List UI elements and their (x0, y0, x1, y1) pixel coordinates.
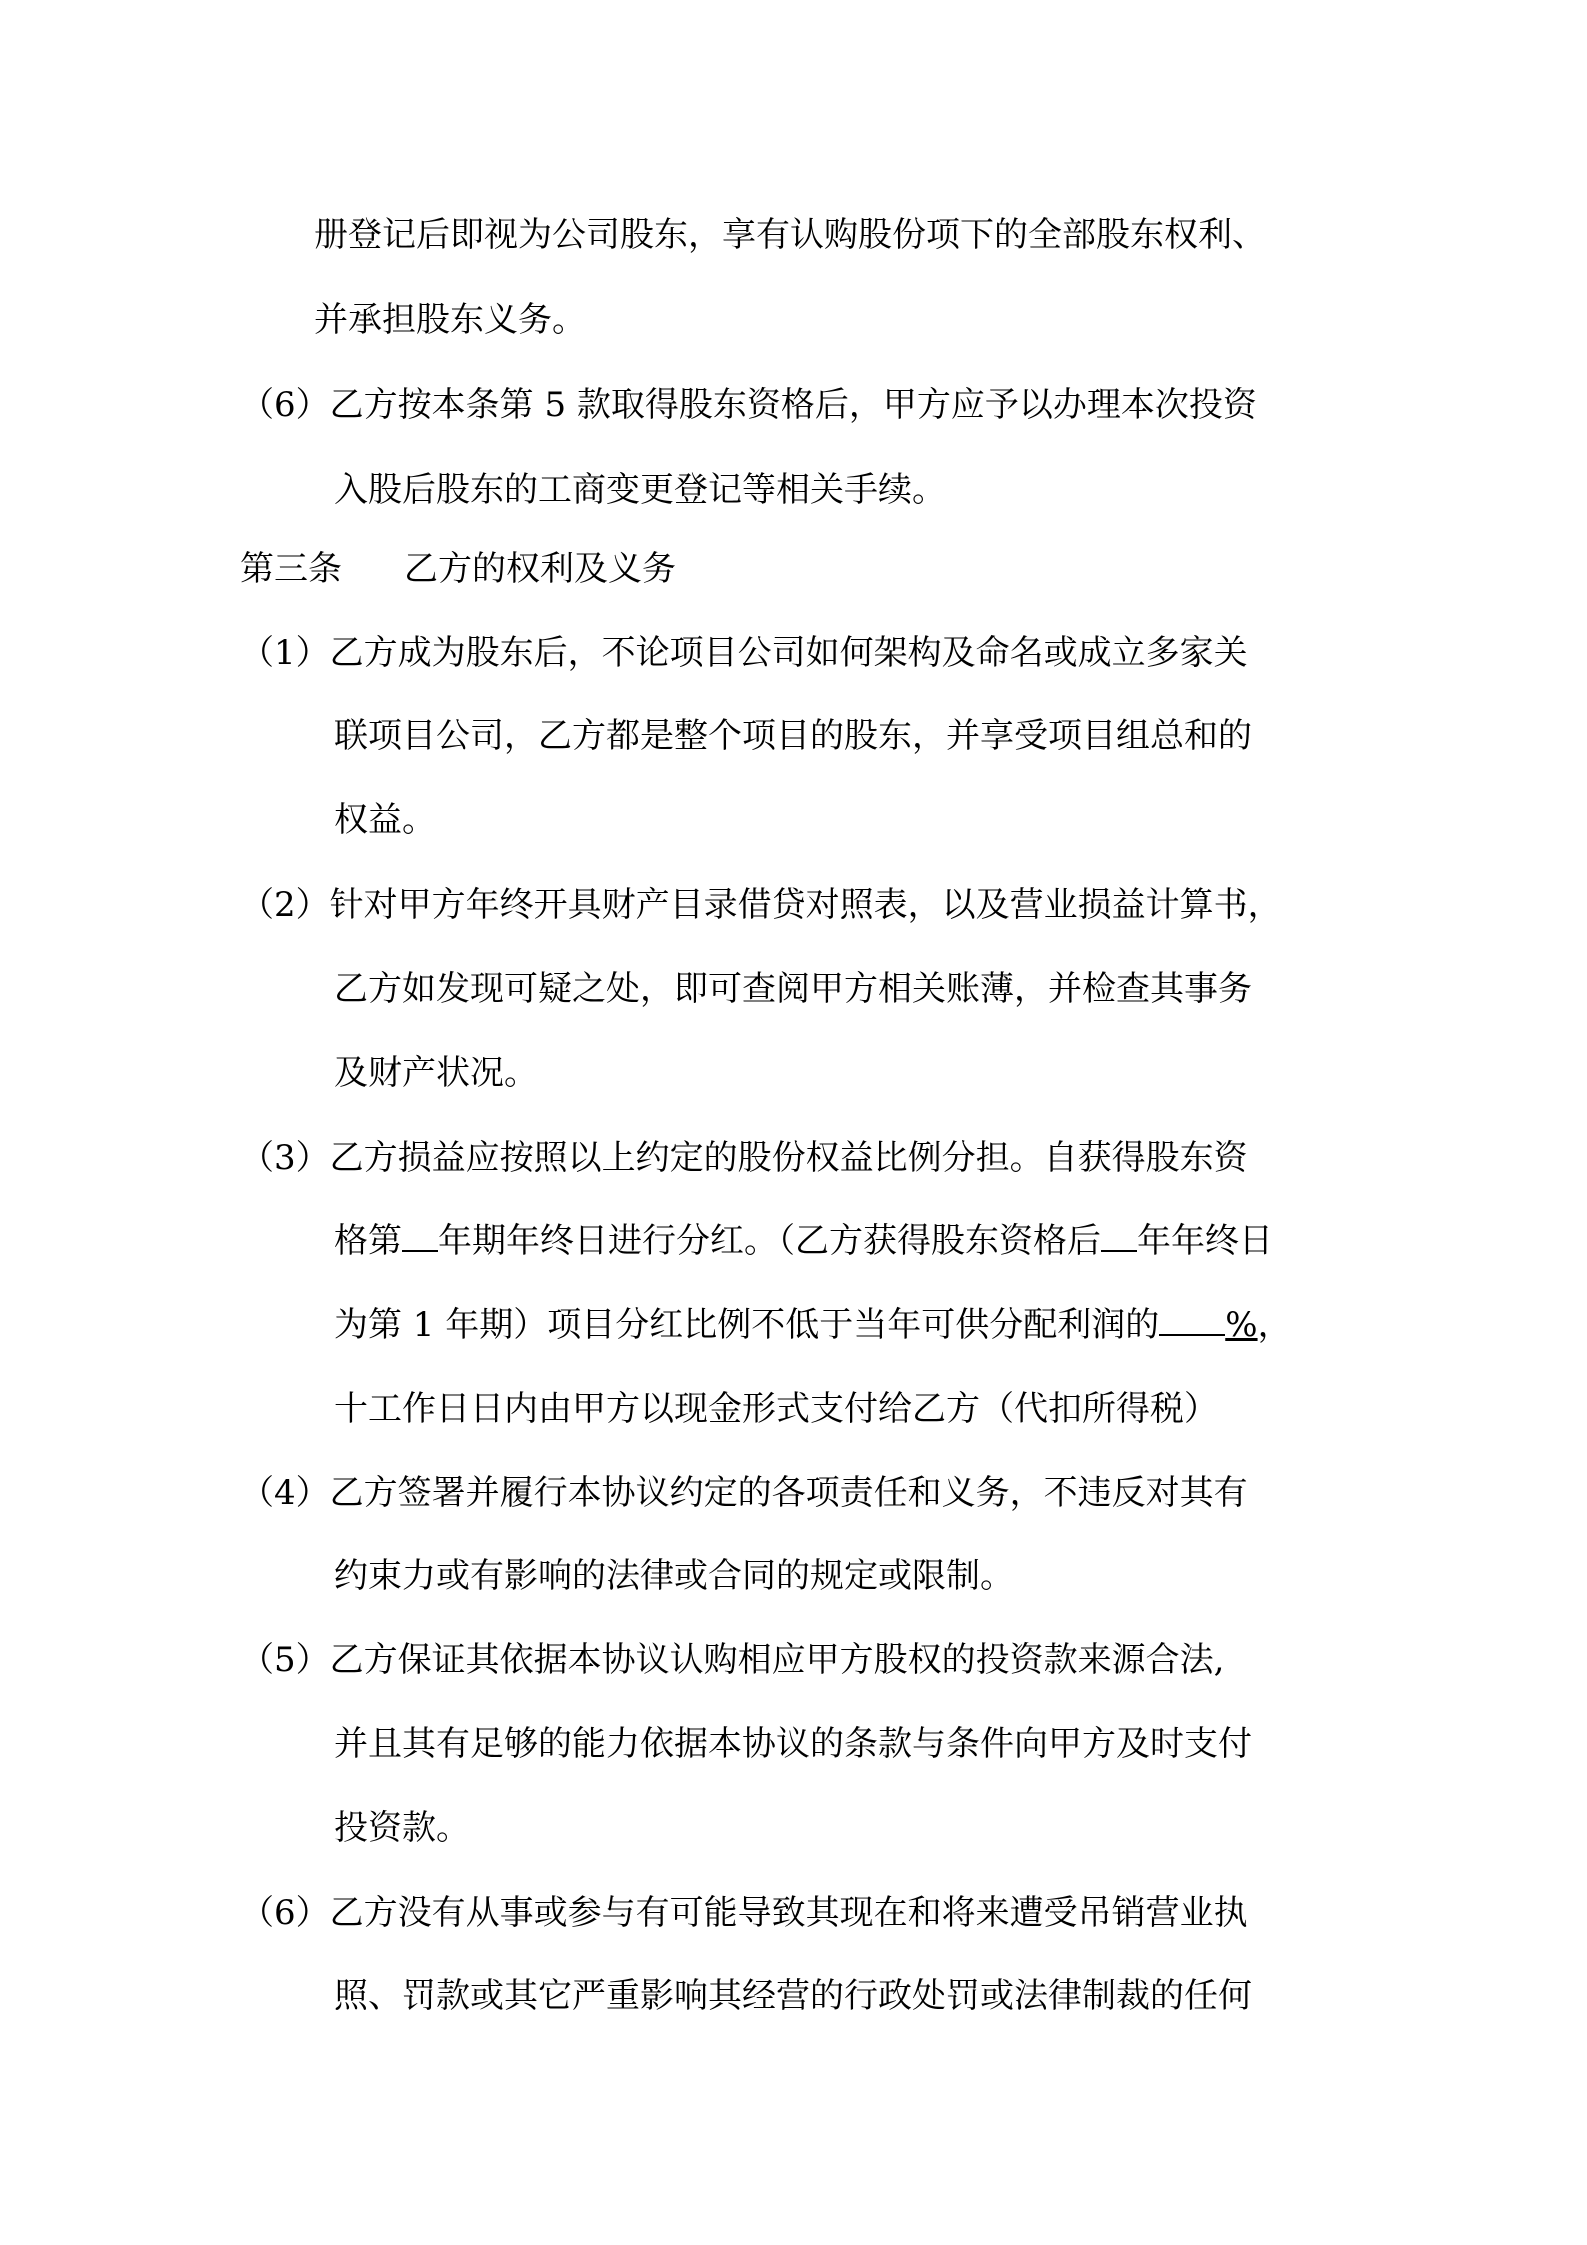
clause-4-line: （4）乙方签署并履行本协议约定的各项责任和义务，不违反对其有 (240, 1473, 1248, 1513)
clause-1-line: （1）乙方成为股东后，不论项目公司如何架构及命名或成立多家关 (240, 633, 1248, 673)
clause-6-line: （6）乙方没有从事或参与有可能导致其现在和将来遭受吊销营业执 (240, 1893, 1248, 1933)
text-line: 约束力或有影响的法律或合同的规定或限制。 (334, 1556, 1014, 1596)
fill-blank[interactable] (1101, 1220, 1137, 1252)
text-line: 十工作日日内由甲方以现金形式支付给乙方（代扣所得税） (334, 1389, 1218, 1429)
article-title: 乙方的权利及义务 (404, 549, 676, 589)
text-line: 乙方如发现可疑之处，即可查阅甲方相关账薄，并检查其事务 (334, 969, 1252, 1009)
article-heading (240, 546, 676, 592)
text-line: 照、罚款或其它严重影响其经营的行政处罚或法律制裁的任何 (334, 1976, 1252, 2016)
text-line: 册登记后即视为公司股东，享有认购股份项下的全部股东权利、 (314, 215, 1266, 255)
text-line: 及财产状况。 (334, 1053, 538, 1093)
text-line: 联项目公司，乙方都是整个项目的股东，并享受项目组总和的 (334, 716, 1252, 756)
clause-6-line: （6）乙方按本条第 5 款取得股东资格后，甲方应予以办理本次投资 (240, 385, 1257, 425)
percent-sign: % (1225, 1305, 1258, 1345)
text-line: 权益。 (334, 800, 436, 840)
text-line: 入股后股东的工商变更登记等相关手续。 (334, 470, 946, 510)
text-line: 格第 年期年终日进行分红。（乙方获得股东资格后 年年终日 (334, 1221, 1273, 1261)
text-line: 并且其有足够的能力依据本协议的条款与条件向甲方及时支付 (334, 1724, 1252, 1764)
clause-5-line: （5）乙方保证其依据本协议认购相应甲方股权的投资款来源合法, (240, 1640, 1225, 1680)
clause-3-line: （3）乙方损益应按照以上约定的股份权益比例分担。自获得股东资 (240, 1138, 1248, 1178)
text-line: 为第 1 年期）项目分红比例不低于当年可供分配利润的 %， (334, 1305, 1292, 1345)
clause-2-line: （2）针对甲方年终开具财产目录借贷对照表，以及营业损益计算书， (240, 885, 1282, 925)
fill-blank[interactable] (1159, 1304, 1225, 1336)
text-line: 投资款。 (334, 1808, 470, 1848)
text-line: 并承担股东义务。 (314, 300, 586, 340)
fill-blank[interactable] (402, 1220, 438, 1252)
article-label: 第三条 (240, 549, 342, 589)
